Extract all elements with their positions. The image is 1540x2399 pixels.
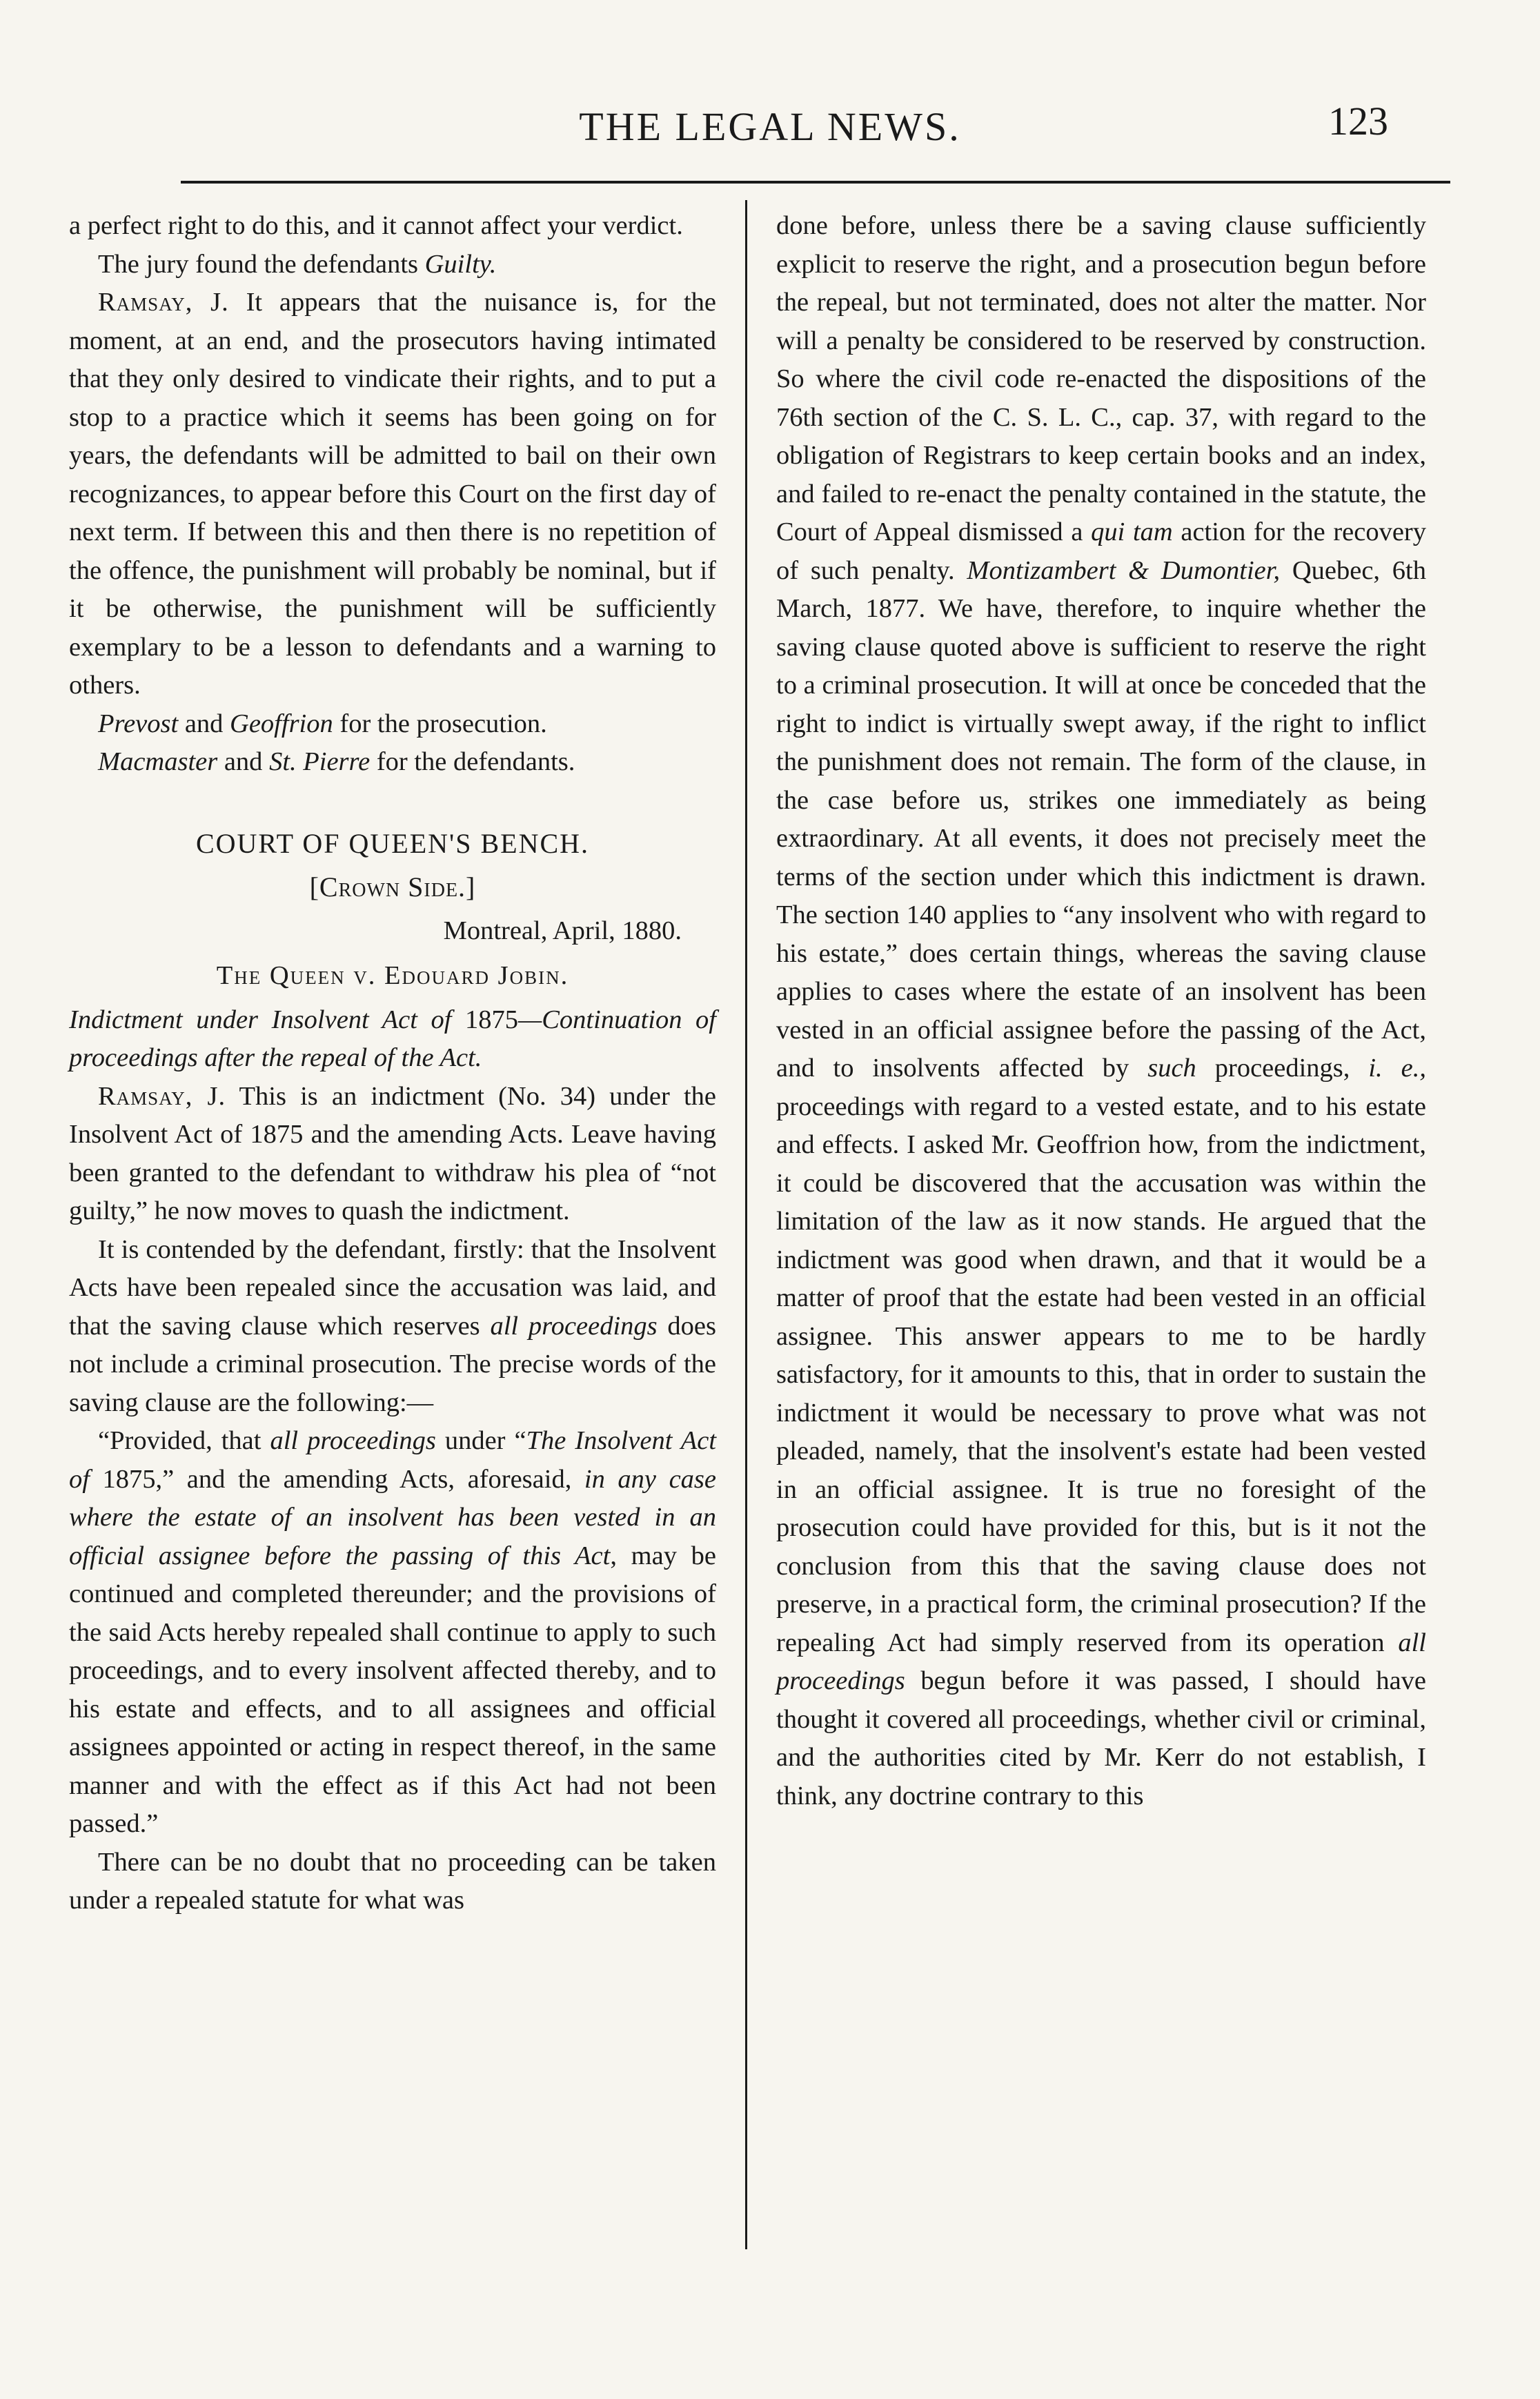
- header-rule: [181, 181, 1450, 184]
- counsel-list: [69, 705, 716, 782]
- paragraph: [69, 1078, 716, 1231]
- text-run: all proceedings: [270, 1426, 436, 1455]
- text-run: 1875,” and the amending Acts, aforesaid,: [89, 1464, 584, 1494]
- text-run: begun before it was passed, I should have thought it covered all proceedings, whether civil or criminal, and the authorities cited by Mr. Kerr do not establish, I think, any doctrine contrary to this: [776, 1666, 1426, 1810]
- text-run: action for the recovery of such penalty.: [776, 517, 1426, 585]
- paragraph: a perfect right to do this, and it cannot affect your verdict.: [69, 211, 683, 240]
- text-run: Quebec, 6th March, 1877. We have, therefore, to inquire whether the saving clause quoted above is sufficient to reserve the right to a criminal prosecution. It will at once be conceded that the right to indict is virtually swept away, if the right to inflict the punishment does not remain. The form of the clause, in the case before us, strikes one immediately as being extraordinary. At all events, it does not precisely meet the terms of the section under which this indictment is drawn. The section 140 applies to “any insolvent who with regard to his estate,” does certain things, whereas the saving clause applies to cases where the estate of an insolvent has been vested in an official assignee before the passing of the Act, and to insolvents affected by: [776, 555, 1426, 1083]
- counsel-name: St. Pierre: [269, 747, 371, 776]
- case-title: The Queen v. Edouard Jobin.: [216, 961, 569, 990]
- text-run: This is an indictment (No. 34) under the Insolvent Act of 1875 and the amending Acts. Leave having been granted to the defendant to withdraw his plea of “not guilty,” he now moves to quash the indictment.: [69, 1081, 716, 1225]
- page-number: 123: [1328, 99, 1388, 144]
- paragraph: [69, 1231, 716, 1423]
- text-run: Indictment under Insolvent Act of: [69, 1005, 466, 1034]
- counsel-name: Prevost: [98, 709, 179, 738]
- counsel-line: [69, 705, 716, 744]
- text-run: such: [1147, 1054, 1196, 1083]
- text-run: The jury found the defendants: [98, 249, 425, 279]
- counsel-line: [69, 743, 716, 782]
- text-run: , may be continued and completed thereunder; and the provisions of the said Acts hereby repealed shall continue to apply to such proceedings, and to every insolvent affected thereby, and to his estate and effects, and to all assignees and official assignees appointed or acting in respect thereof, in the same manner and with the effect as if this Act had not been passed.”: [69, 1541, 717, 1838]
- text-run: for the prosecution.: [333, 709, 547, 738]
- text-run: “Provided, that: [98, 1426, 270, 1455]
- text-run: It is contended by the defendant, firstly: that the Insolvent Acts have been repealed since the accusation was laid, and that the saving clause which reserves: [69, 1234, 716, 1341]
- paragraph: [69, 246, 716, 284]
- text-run: The Insolvent Act of: [69, 1426, 717, 1494]
- headnote: [69, 1001, 716, 1078]
- text-run: proceedings with regard to a vested estate, and to his estate and effects. I asked Mr. Geoffrion how, from the indictment, it could be discovered that the accusation was within the limitation of the law as it now stands. He argued that the indictment was good when drawn, and that it would be a matter of proof that the estate had been vested in an official assignee. This answer appears to me to be hardly satisfactory, for it amounts to this, that in order to sustain the indictment it would be necessary to prove what was not pleaded, namely, that the insolvent's estate had been vested in an official assignee. It is true no foresight of the prosecution could have provided for this, but is it not the conclusion from this that the saving clause does not preserve, in a practical form, the criminal prosecution? If the repealing Act had simply reserved from its operation: [776, 1092, 1426, 1657]
- paragraph: [776, 207, 1426, 1815]
- judge-name: Ramsay, J.: [98, 288, 229, 317]
- court-side: [Crown Side.]: [309, 871, 476, 902]
- paragraph: [69, 284, 716, 705]
- page-header: [0, 99, 1540, 179]
- dateline: Montreal, April, 1880.: [443, 916, 682, 945]
- text-run: under “: [435, 1426, 526, 1455]
- text-run: and: [217, 747, 270, 776]
- quoted-clause: [69, 1422, 716, 1844]
- text-run: 1875: [465, 1005, 519, 1034]
- text-run: does not include a criminal prosecution. The precise words of the saving clause are the following:—: [69, 1311, 717, 1417]
- counsel-name: Macmaster: [98, 747, 218, 776]
- column-divider: [745, 200, 747, 2249]
- text-run: and: [178, 709, 230, 738]
- right-column: [776, 207, 1426, 1815]
- text-run: for the defendants.: [370, 747, 575, 776]
- paragraph: There can be no doubt that no proceeding can be taken under a repealed statute for what was: [69, 1847, 716, 1915]
- text-run: proceedings,: [1196, 1054, 1369, 1083]
- text-run: done before, unless there be a saving clause sufficiently explicit to reserve the right, and a prosecution begun before the repeal, but not terminated, does not alter the matter. Nor will a penalty be considered to be reserved by construction. So where the civil code re-enacted the dispositions of the 76th section of the C. S. L. C., cap. 37, with regard to the obligation of Registrars to keep certain books and an index, and failed to re-enact the penalty contained in the statute, the Court of Appeal dismissed a: [776, 211, 1426, 546]
- text-run: —Continuation of proceedings after the repeal of the Act.: [69, 1005, 716, 1072]
- text-run: qui tam: [1091, 517, 1173, 546]
- judge-name: Ramsay, J.: [98, 1081, 226, 1111]
- text-run: i. e.,: [1368, 1054, 1426, 1083]
- text-run: in any case where the estate of an insolvent has been vested in an official assignee before the passing of this Act: [69, 1464, 716, 1570]
- counsel-name: Geoffrion: [230, 709, 333, 738]
- text-run: It appears that the nuisance is, for the moment, at an end, and the prosecutors having intimated that they only desired to vindicate their rights, and to put a stop to a practice which it seems has been going on for years, the defendants will be admitted to bail on their own recognizances, to appear before this Court on the first day of next term. If between this and then there is no repetition of the offence, the punishment will probably be nominal, but if it be otherwise, the punishment will be sufficiently exemplary to be a lesson to defendants and a warning to others.: [69, 288, 716, 700]
- text-run: all proceedings: [776, 1628, 1426, 1695]
- case-citation: Montizambert & Dumontier,: [967, 555, 1281, 585]
- left-column: [69, 207, 716, 1920]
- running-title: THE LEGAL NEWS.: [579, 104, 961, 149]
- court-heading: COURT OF QUEEN'S BENCH.: [195, 827, 590, 859]
- verdict-text: Guilty.: [424, 249, 497, 279]
- text-run: all proceedings: [490, 1311, 658, 1341]
